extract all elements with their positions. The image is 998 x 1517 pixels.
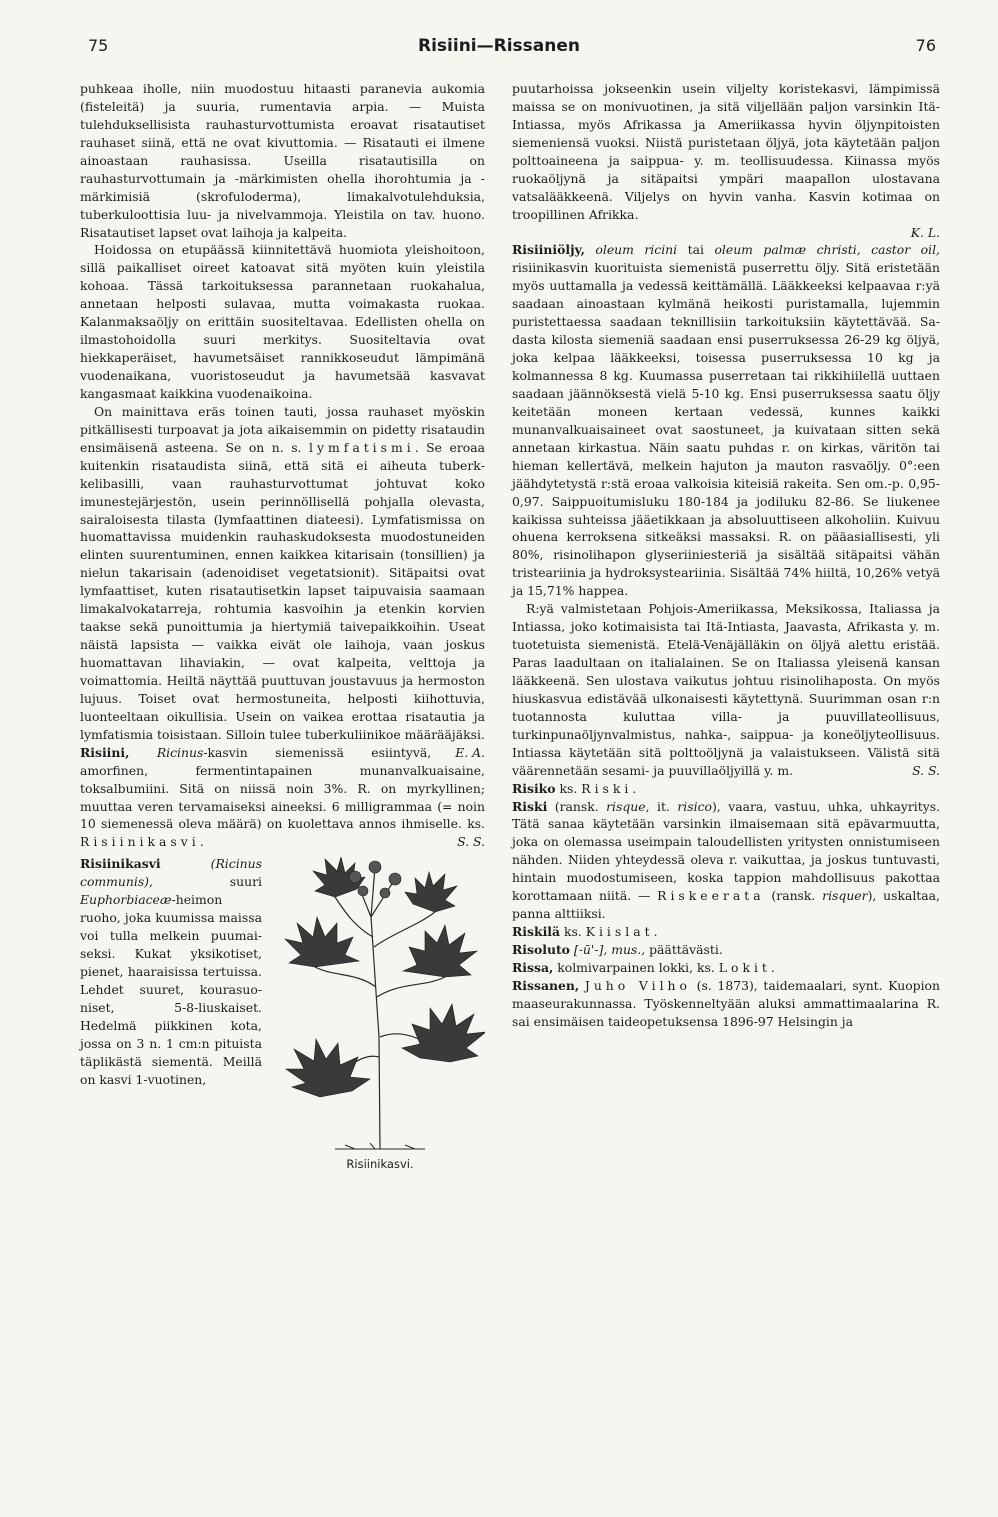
paragraph-lymfatismi: On mainittava eräs toinen tauti, jossa rauhaset myöskin pitkällisesti turpoavat ja jota aikaisemmin on pidetty risataudin ensimäisenä asteena. Se on n. s. lymfatismi. Se eroaa kuitenkin risataudista siinä, että sitä ei aiheuta tuberkkelibasilli, vaan rauhasturvottumat johtuvat koko imunestejärjestön, usein perinnöllisellä pohjalla olevasta, sairaloisesta tilasta (lymfaattinen diateesi). Lymfatismissa on huomattavissa muidenkin rauhaskudoksesta muodostuneiden elinten suurentuminen, ennen kaikkea kitarisain (tonsillien) ja nielun takarisain (adenoidiset vegetatsionit). Sitäpaitsi ovat lymfaattiset, kuten risatautisetkin lapset taipuvaisia saamaan limakalvokatarreja, rohtumia kasvoihin ja etenkin korvien taakse sekä punoittumia ja hiertymiä taivepaikkoihin. Useat näistä lapsista — vaikka eivät ole laihoja, vaan joskus huomattavan lihaviakin, — ovat kalpeita, velttoja ja voimattomia. Heiltä näyttää puuttuvan joustavuus ja hermoston lujuus. Toiset ovat hermostuneita, helposti kiihottuvia, luonteeltaan oikullisia. Usein on vaikea erottaa risatautia ja lymfatismia toisistaan. Silloin tulee tuberkuliinikoe määrääjäksi. E. A.: [80, 403, 485, 760]
entry-risiko: Risiko ks. Riski.: [512, 780, 637, 796]
headword: Rissa,: [512, 959, 554, 975]
paragraph-continuation: puutarhoissa jokseenkin usein viljelty koristekasvi, lämpimissä maissa se on monivuotinen, ja sitä viljellään paljon varsinkin Itä-Intiassa, myös Afrikassa ja Ameriikassa hyvin öljynpitoisten siemeniensä vuoksi. Niistä puristetaan öljyä, jota käytetään paljon polttoaineena ja saippua- y. m. teollisuudessa. Kiinassa myös ruokaöljynä ja sitäpaitsi ympäri maapallon ulostavana vatsalääkkeenä. Viljelys on hyvin vanha. Kasvin kotimaa on troopillinen Afrikka.: [512, 81, 940, 222]
figure-wrap-text: Risiinikasvi (Ricinus communis), suuri Euphorbiaceæ-heimon ruoho, joka kuumissa maissa voi tulla melkein puumaiseksi. Kukat yksikotiset, pienet, haaraisissa tertuissa. Lehdet suuret, kourasuoniset, 5-8-liuskaiset. Hedelmä piikkinen kota, jossa on 3 n. 1 cm:n pituista täplikästä siementä. Meillä on kasvi 1-vuotinen,: [80, 856, 262, 1087]
figure-caption: Risiinikasvi.: [346, 1157, 414, 1172]
paragraph: R:yä valmistetaan Pohjois-Ameriikassa, Meksikossa, Italiassa ja Intiassa, joko kotimaisista tai Itä-Intiasta, Jaavasta, Afrikasta y. m. tuotetuista siemenistä. Etelä-Venäjälläkin on öljyä alettu eristää. Paras laadultaan on italialainen. Se on Italiassa yleisenä kansan lääkkeenä. Sen ulostava vaikutus johtuu risinolihaposta. On myös hiuskasvua edistävää ulkonaisesti käytettynä. Suurimman osan r:n tuotannosta kuluttaa villa- ja puuvillateollisuus, turkinpunaöljynvalmistus, nahka-, saippua- ja koneöljyteollisuus. Intiassa käytetään sitä polttoöljynä ja valaistukseen. Välistä sitä väärennetään sesami- ja puuvillaöljyillä y. m. S. S.: [512, 601, 940, 778]
entry-riski: Riski (ransk. risque, it. risico), vaara, vastuu, uhka, uhkayritys. Tätä sanaa käytetään varsinkin ilmaisemaan sitä epävarmuutta, joka on olemassa useimpain taloudellisten yritysten onnistumiseen nähden. Niiden yhteydessä oleva r. vaikuttaa, ja joskus tuntuvasti, hintain muodostumiseen, koska tappion mahdollisuus pakottaa korottamaan niitä. — Riskeerata (ransk. risquer), uskaltaa, panna alttiiksi.: [512, 798, 941, 922]
author-signature: S. S.: [457, 834, 485, 850]
headword: Risiini,: [80, 744, 130, 760]
page-number-right: 76: [915, 36, 936, 55]
cross-reference: Kiislat: [585, 924, 654, 940]
author-signature: S. S.: [912, 762, 940, 778]
entry-rissanen: Rissanen, Juho Vilho (s. 1873), taidemaalari, synt. Kuopion maaseurakunnassa. Työskenneltyään aluksi ammattimaalarina R. sai ensimäisen taideopetuksensa 1896-97 Helsingin ja: [512, 977, 940, 1029]
page-number-left: 75: [88, 36, 109, 55]
person-name: Juho Vilho: [584, 977, 691, 993]
entry-riskila: Riskilä ks. Kiislat.: [512, 924, 658, 940]
headword: Riskilä: [512, 924, 561, 940]
entry-risoluto: Risoluto [-ū'-], mus., päättävästi.: [512, 942, 723, 957]
cross-reference: Riskeerata: [657, 888, 765, 904]
paragraph: Hoidossa on etupäässä kiinnitettävä huomiota yleishoitoon, sillä paikalliset oireet katoavat sitä myöten kuin yleistila kohoaa. Tässä tarkoituksessa parannetaan ruokahalua, annetaan helposti sulavaa, mutta voimakasta ruokaa. Kalanmaksaöljy on erittäin suositeltavaa. Edellisten ohella on ilmastohoidolla suuri merkitys. Suositeltavia ovat hiekkaperäiset, havumetsäiset rannikkoseudut lämpimänä vuodenaikana, vuoristoseudut ja havumetsää kasvavat kangasmaat kaikkina vuodenaikoina.: [80, 242, 485, 401]
plant-illustration: [275, 857, 485, 1175]
castor-plant-drawing: [275, 857, 485, 1152]
cross-reference: lymfatismi: [309, 439, 415, 455]
headword: Risiinikasvi: [80, 856, 161, 872]
entry-risiinikasvi: [80, 855, 485, 1175]
cross-reference: Risiinikasvi: [80, 834, 200, 850]
author-signature: E. A.: [455, 744, 485, 760]
cross-reference: Lokit: [718, 959, 771, 975]
headword: Risiiniöljy,: [512, 242, 585, 258]
headword: Riski: [512, 798, 548, 814]
cross-reference: Riski: [581, 780, 633, 796]
author-signature: K. L.: [910, 224, 940, 240]
left-column: [80, 80, 485, 1175]
author-signature-line: [512, 224, 940, 242]
page-header: [0, 30, 998, 64]
paragraph: puhkeaa iholle, niin muodostuu hitaasti paranevia aukomia (fisteleitä) ja suuria, rumentavia arpia. — Muista tulehduksellisista rauhasturvottumista eroavat risatautiset rauhaset siinä, että ne ovat kivuttomia. — Risatauti ei ilmene ainoastaan rauhasissa. Useilla risatautisilla on rauhasturvottumain ja -märkimisten ohella ihorohtumia ja -märkimisiä (skrofuloderma), limakalvotulehduksia, tuberkuloottisia luu- ja nivelvammoja. Yleistila on tav. huono. Risatautiset lapset ovat laihoja ja kalpeita.: [80, 81, 485, 240]
entry-risiinioljy: Risiiniöljy, oleum ricini tai oleum palmæ christi, castor oil, risiinikasvin kuorituista siemenistä puserrettu öljy. Sitä eristetään myös uuttamalla ja vedessä keittämällä. Lääkkeeksi kelpaavaa r:yä saadaan ainoastaan kylmänä heikosti puristamalla, lujemmin puristettaessa saadaan teknillisiin tarkoituksiin käytettävää. Sadasta kilosta siemeniä saadaan ensi puserruksessa 26-29 kg öljyä, joka kelpaa lääkkeeksi, toisessa puserruksessa 10 kg ja kolmannessa 8 kg. Kuumassa puserretaan tai rikkihiilellä uuttaen saadaan jäännöksestä vielä 5-10 kg. Ensi puserruksessa saatu öljy keitetään moneen kertaan vedessä, kunnes kaikki munanvalkuaisaineet ovat saostuneet, ja kuivataan sitten sekä annetaan kirkastua. Näin saatu puhdas r. on kirkas, väritön tai hieman kellertävä, melkein hajuton ja mauton rasvaöljy. 0°:een jäähdytetystä r:stä eroaa valkoisia kiteisiä rakeita. Sen om.-p. 0,95-0,97. Saippuoitumisluku 180-184 ja jodiluku 82-86. Se liukenee kaikissa suhteissa jääetikkaan ja absoluuttiseen alkoholiin. Kuivuu ohuena kerroksena sitkeäksi massaksi. R. on pääasiallisesti, yli 80%, risinolihapon glyseriiniesteriä ja sisältää sitäpaitsi vähän tristeariinia ja hydroksysteariinia. Sisältää 74% hiiltä, 10,26% vetyä ja 15,71% happea.: [512, 242, 940, 599]
right-column: [512, 80, 940, 1031]
entry-rissa: Rissa, kolmivarpainen lokki, ks. Lokit.: [512, 959, 775, 975]
headword: Risiko: [512, 780, 556, 796]
headword: Risoluto: [512, 942, 570, 957]
running-title: Risiini—Rissanen: [418, 36, 580, 56]
entry-risiini: Risiini, Ricinus-kasvin siemenissä esiintyvä, amorfinen, fermentintapainen munanvalkuaisaine, toksalbumiini. Sitä on niissä noin 3%. R. on myrkyllinen; muuttaa veren tervamaiseksi aineeksi. 6 milligrammaa (= noin 10 siemenessä oleva määrä) on kuolettava annos ihmiselle. ks. Risiinikasvi. S. S.: [80, 744, 485, 850]
headword: Rissanen,: [512, 977, 580, 993]
